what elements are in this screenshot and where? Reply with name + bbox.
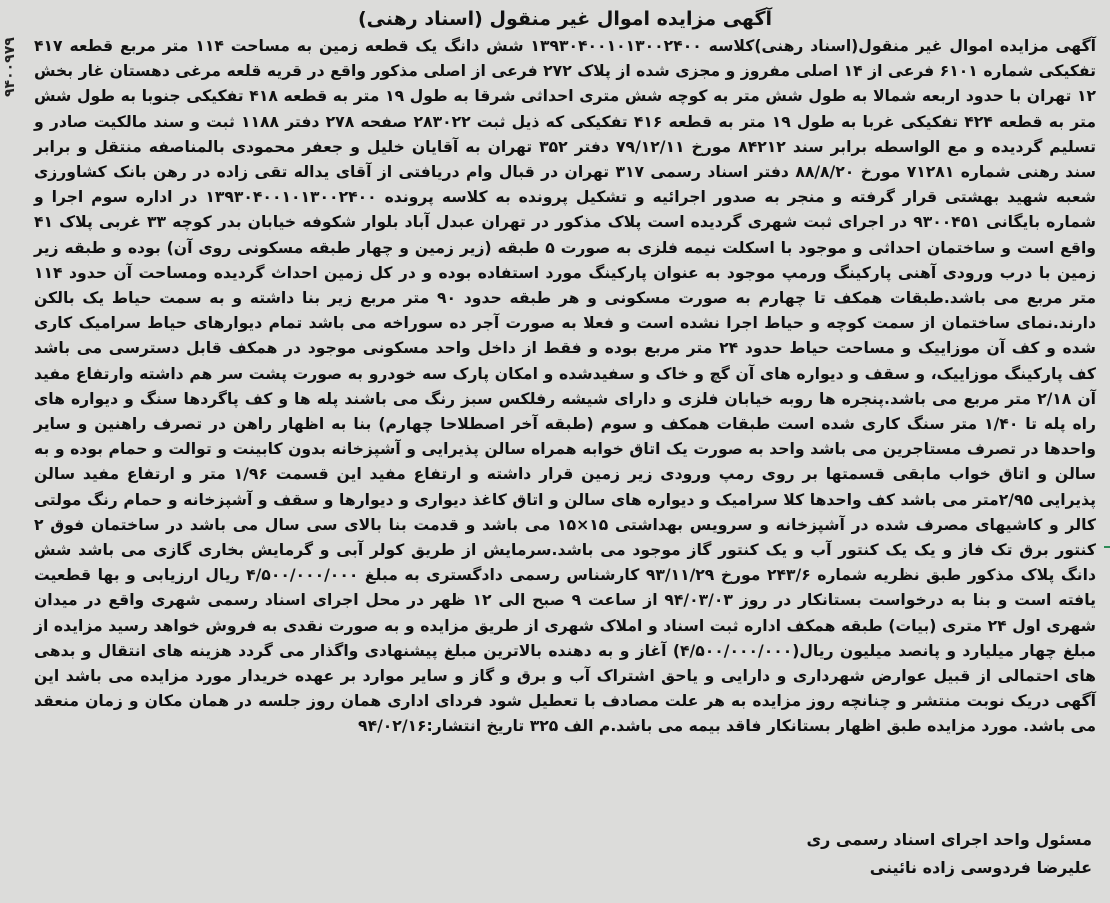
signature-block xyxy=(806,826,1092,882)
notice-title: آگهی مزایده اموال غیر منقول (اسناد رهنی) xyxy=(357,8,773,30)
margin-mark xyxy=(1104,546,1110,548)
notice-content xyxy=(34,6,1096,740)
side-reference-number: ۹۴۰۰۹۷۹ xyxy=(2,37,18,97)
signature-title: مسئول واحد اجرای اسناد رسمی ری xyxy=(806,830,1092,849)
signature-name: علیرضا فردوسی زاده نائینی xyxy=(869,858,1092,877)
notice-body: آگهی مزایده اموال غیر منقول(اسناد رهنی)کلاسه ۱۳۹۳۰۴۰۰۱۰۱۳۰۰۲۴۰۰ شش دانگ یک قطعه زمین به مساحت ۱۱۴ متر مربع قطعه ۴۱۷ تفکیکی شماره ۶۱۰۱ فرعی از ۱۴ اصلی مفروز و مجزی شده از پلاک ۲۷۲ فرعی از اصلی مذکور واقع در قریه قلعه مرغی دهستان غار بخش ۱۲ تهران با حدود اربعه شمالا به طول شش متر به کوچه شش متری احداثی شرقا به طول ۱۹ متر به قطعه ۴۱۸ تفکیکی جنوبا به طول شش متر به قطعه ۴۲۴ تفکیکی غربا به طول ۱۹ متر به قطعه ۴۱۶ تفکیکی که ذیل ثبت ۲۸۳۰۲۲ صفحه ۲۷۸ دفتر ۱۱۸۸ ثبت و سند مالکیت صادر و تسلیم گردیده و مع الواسطه برابر سند ۸۴۲۱۲ مورخ ۷۹/۱۲/۱۱ دفتر ۳۵۲ تهران به آقایان خلیل و جعفر محمودی بالمناصفه منتقل و برابر سند رهنی شماره ۷۱۲۸۱ مورخ ۸۸/۸/۲۰ دفتر اسناد رسمی ۳۱۷ تهران در قبال وام دریافتی از آقای یداله تقی زاده در رهن بانک کشاورزی شعبه شهید بهشتی قرار گرفته و منجر به صدور اجرائیه و تشکیل پرونده به کلاسه پرونده ۱۳۹۳۰۴۰۰۱۰۱۳۰۰۲۴۰۰ در اداره سوم اجرا و شماره بایگانی ۹۳۰۰۴۵۱ در اجرای ثبت شهری گردیده است پلاک مذکور در تهران عبدل آباد بلوار شکوفه خیابان بدر کوچه ۳۳ غربی پلاک ۴۱ واقع است و ساختمان احداثی و موجود با اسکلت نیمه فلزی به صورت ۵ طبقه (زیر زمین و چهار طبقه مسکونی روی آن) بوده و طبقه زیر زمین با درب ورودی آهنی پارکینگ ورمپ موجود به عنوان پارکینگ مورد استفاده بوده و در کل زمین احداث گردیده ومساحت آن حدود ۱۱۴ متر مربع می باشد.طبقات همکف تا چهارم به صورت مسکونی و هر طبقه حدود ۹۰ متر مربع زیر بنا داشته و به سمت حیاط یک بالکن دارند.نمای ساختمان از سمت کوچه و حیاط اجرا نشده است و فعلا به صورت آجر ده سوراخه می باشد تمام دیوارهای حیاط سرامیک کاری شده و کف آن موزاییک و مساحت حیاط حدود ۲۴ متر مربع بوده و فقط از داخل واحد مسکونی موجود در همکف قابل دسترسی می باشد کف پارکینگ موزاییک، و سقف و دیواره های آن گچ و خاک و سفیدشده و امکان پارک سه خودرو به صورت پشت سر هم داشته وارتفاع مفید آن ۲/۱۸ متر مربع می باشد.پنجره ها روبه خیابان فلزی و دارای شیشه رفلکس سبز رنگ می باشند پله ها و کف پاگردها سنگ و دیواره های راه پله تا ۱/۴۰ متر سنگ کاری شده است طبقات همکف و سوم (طبقه آخر اصطلاحا چهارم) بنا به اظهار راهن در تصرف راهنین و سایر واحدها در تصرف مستاجرین می باشد واحد به صورت یک اتاق خوابه همراه سالن پذیرایی و آشپزخانه بدون کابینت و توالت و حمام بوده و به سالن و اتاق خواب مابقی قسمتها بر روی رمپ ورودی زیر زمین قرار داشته و ارتفاع مفید این قسمت ۱/۹۶ متر و ارتفاع مفید سالن پذیرایی ۲/۹۵متر می باشد کف واحدها کلا سرامیک و دیواره های سالن و اتاق کاغذ دیواری و دیوارها و سقف و آشپزخانه و حمام رنگ مولتی کالر و کاشیهای مصرف شده در آشپزخانه و سرویس بهداشتی ۱۵×۱۵ می باشد و قدمت بنا بالای سی سال می باشد در ساختمان فوق ۲ کنتور برق تک فاز و یک یک کنتور آب و یک کنتور گاز موجود می باشد.سرمایش از طریق کولر آبی و گرمایش بخاری گازی می باشد شش دانگ پلاک مذکور طبق نظریه شماره ۲۴۳/۶ مورخ ۹۳/۱۱/۲۹ کارشناس رسمی دادگستری به مبلغ ۴/۵۰۰/۰۰۰/۰۰۰ ریال ارزیابی و بها قطعیت یافته است و بنا به درخواست بستانکار در روز ۹۴/۰۳/۰۳ از ساعت ۹ صبح الی ۱۲ ظهر در محل اجرای اسناد رسمی شهری واقع در میدان شهری اول ۲۴ متری (بیات) طبقه همکف اداره ثبت اسناد و املاک شهری از طریق مزایده و به صورت نقدی به فروش خواهد رسید مزایده از مبلغ چهار میلیارد و پانصد میلیون ریال(۴/۵۰۰/۰۰۰/۰۰۰) آغاز و به دهنده بالاترین مبلغ پیشنهادی واگذار می گردد هزینه های انتقال و بدهی های احتمالی از قبیل عوارض شهرداری و دارایی و یاحق اشتراک آب و برق و گاز و سایر موارد بر عهده خریدار مورد مزایده می باشد این آگهی دریک نوبت منتشر و چنانچه روز مزایده به هر علت مصادف با تعطیل شود فردای اداری همان روز جلسه در همان مکان و زمان منعقد می باشد. مورد مزایده طبق اظهار بستانکار فاقد بیمه می باشد.م الف ۳۲۵ تاریخ انتشار:۹۴/۰۲/۱۶ xyxy=(34,37,1097,736)
